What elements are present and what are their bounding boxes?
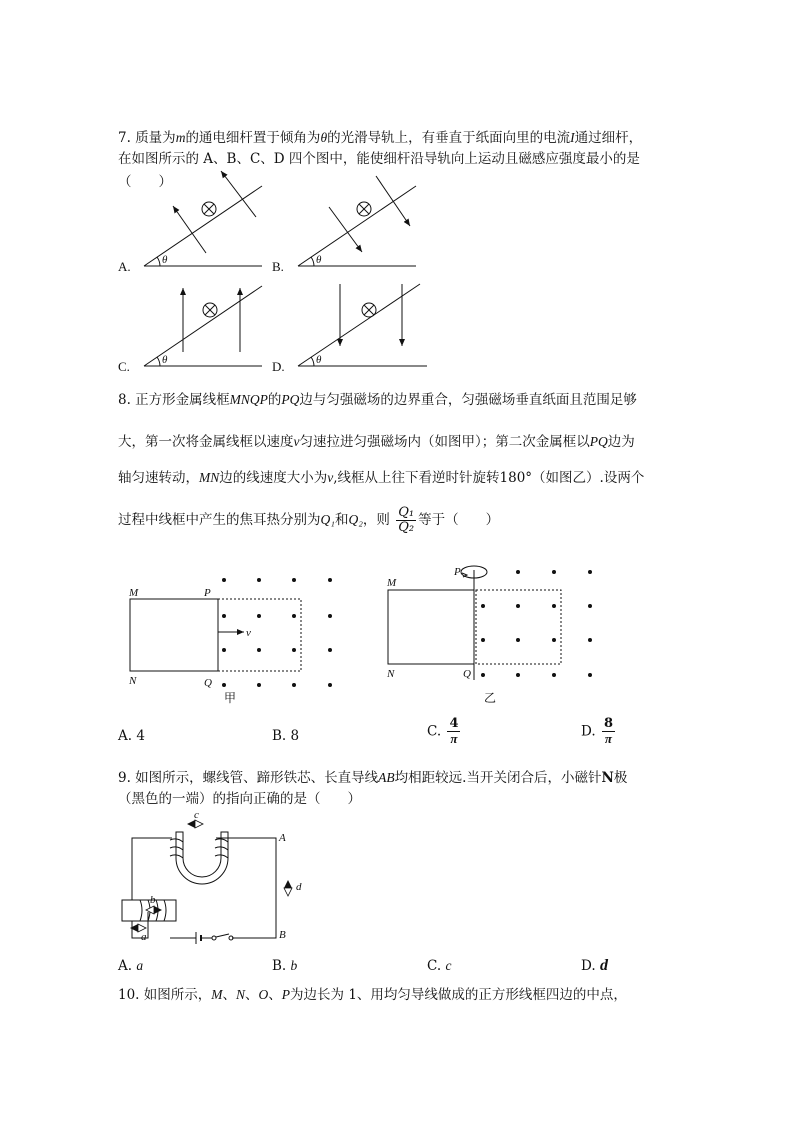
q8-option-c[interactable]: C. $\frac{4}{\pi}$ [427,716,459,746]
q8-option-d[interactable]: D. $\frac{8}{\pi}$ [581,716,613,746]
q8-figure-jia [130,599,301,671]
q7-line2: 在如图所示的 A、B、C、D 四个图中，能使细杆沿导轨向上运动且磁感应强度最小的是 [118,151,640,167]
q8-label-n: N [129,675,137,687]
q9-line2: （黑色的一端）的指向正确的是（ ） [118,791,361,807]
q7-label-d: D. [272,359,285,374]
q7-angle-a: θ [162,254,168,266]
q9-label-c: c [194,809,199,821]
q8-line4: 过程中线框中产生的焦耳热分别为Q₁和Q₂，则 $\frac{\text{Q₁}}{\text{Q₂}}$ 等于（ ） [118,505,500,535]
q8-label-p: P [204,587,211,599]
q7-diagram-a [144,171,262,266]
q8-label-v: v [246,627,251,639]
q8-label-m: M [129,587,139,599]
q8-label-q: Q [204,677,212,689]
q7-angle-c: θ [162,354,168,366]
q8-yi-label-q: Q [463,668,471,680]
q9-compass-d [284,880,292,896]
q7-diagram-b [298,176,416,266]
q7-paren: （ ） [118,174,172,190]
q8-option-a[interactable]: A. 4 [118,728,145,744]
q8-yi-label-m: M [387,577,397,589]
q7-label-b: B. [272,259,284,274]
q8-line1: 8. 正方形金属线框MNQP的PQ边与匀强磁场的边界重合，匀强磁场垂直纸面且范围足够 [118,392,637,408]
q8-yi-label-n: N [387,668,395,680]
q7-label-c: C. [118,359,130,374]
q7-line1: 7. 质量为m的通电细杆置于倾角为θ的光滑导轨上，有垂直于纸面向里的电流I通过细杆， [118,130,643,146]
q9-option-d[interactable]: D. d [581,957,608,974]
q9-label-a: a [141,931,147,943]
q10-line1: 10. 如图所示，M、N、O、P为边长为 1、用均匀导线做成的正方形线框四边的中点， [118,987,627,1003]
q9-label-d: d [296,881,302,893]
q9-option-b[interactable]: B. b [272,958,298,974]
q9-line1: 9. 如图所示，螺线管、蹄形铁芯、长直导线AB均相距较远.当开关闭合后，小磁针N极 [118,770,628,786]
q8-figure-yi [388,566,561,680]
q8-option-b[interactable]: B. 8 [272,728,300,744]
q9-label-b: b [150,894,156,906]
q8-label-yi: 乙 [484,691,497,705]
q9-compass-c [187,820,203,828]
q8-field-dots-yi [481,570,592,677]
q7-label-a: A. [118,259,131,274]
q8-line3: 轴匀速转动，MN边的线速度大小为v,线框从上往下看逆时针旋转180°（如图乙）.设两个 [118,470,645,486]
q8-fraction: $\frac{\text{Q₁}}{\text{Q₂}}$ [398,505,415,535]
q8-label-jia: 甲 [224,691,237,705]
q9-label-A: A [279,832,286,844]
q9-label-B: B [279,929,286,941]
q8-line2: 大，第一次将金属线框以速度v匀速拉进匀强磁场内（如图甲）；第二次金属框以PQ边为 [118,434,635,450]
q8-yi-label-p: P [454,566,461,578]
q7-angle-b: θ [316,254,322,266]
q9-option-c[interactable]: C. c [427,958,452,974]
q9-option-a[interactable]: A. a [118,958,144,974]
q7-angle-d: θ [316,354,322,366]
